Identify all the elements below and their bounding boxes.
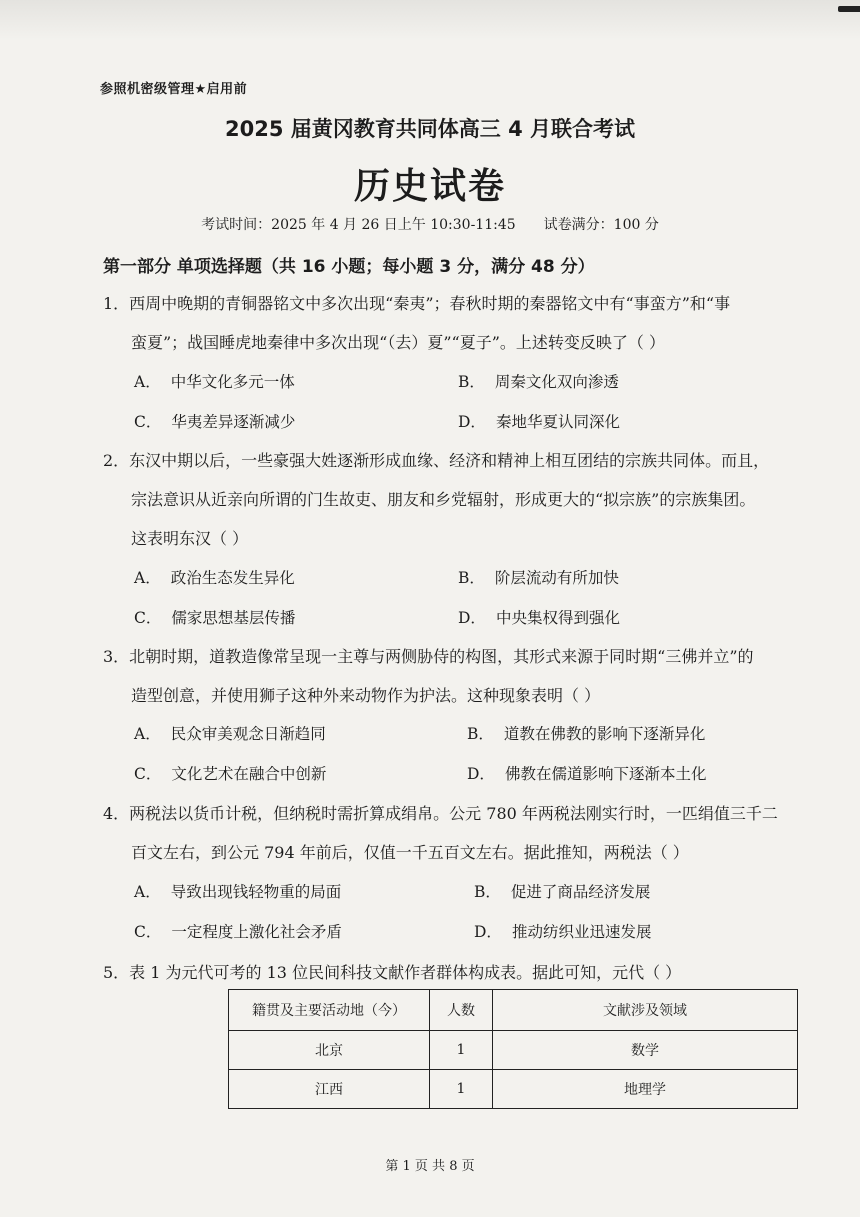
question-2-line-1: 2．东汉中期以后，一些豪强大姓逐渐形成血缘、经济和精神上相互团结的宗族共同体。而且， [103,451,770,470]
question-4-option-c[interactable]: C． 一定程度上激化社会矛盾 [134,923,342,941]
question-4-line-2: 百文左右，到公元 794 年前后，仅值一千五百文左右。据此推知，两税法（ ） [131,843,689,862]
question-2-line-2: 宗法意识从近亲向所谓的门生故吏、朋友和乡党辐射，形成更大的“拟宗族”的宗族集团。 [131,490,756,509]
question-2-option-d[interactable]: D． 中央集权得到强化 [458,609,620,627]
question-1-option-c[interactable]: C． 华夷差异逐渐减少 [134,413,296,431]
question-3-line-2: 造型创意，并使用狮子这种外来动物作为护法。这种现象表明（ ） [131,686,601,705]
table-cell: 数学 [493,1031,798,1070]
table-cell: 1 [430,1070,493,1109]
page-footer: 第 1 页 共 8 页 [385,1159,475,1174]
question-3-option-d[interactable]: D． 佛教在儒道影响下逐渐本土化 [467,765,707,783]
question-2-option-c[interactable]: C． 儒家思想基层传播 [134,609,296,627]
question-2-option-b[interactable]: B． 阶层流动有所加快 [458,569,619,587]
table-cell: 北京 [229,1031,430,1070]
question-4-option-d[interactable]: D． 推动纺织业迅速发展 [474,923,652,941]
question-4-option-a[interactable]: A． 导致出现钱轻物重的局面 [134,883,342,901]
question-1-option-b[interactable]: B． 周秦文化双向渗透 [458,373,619,391]
question-1-option-d[interactable]: D． 秦地华夏认同深化 [458,413,620,431]
full-score: 试卷满分：100 分 [543,217,659,233]
table-header-cell: 人数 [430,990,493,1031]
question-1-line-1: 1．西周中晚期的青铜器铭文中多次出现“秦夷”；春秋时期的秦器铭文中有“事蛮方”和“事 [103,294,731,313]
data-table [228,989,798,1109]
exam-title: 2025 届黄冈教育共同体高三 4 月联合考试 [225,117,635,141]
question-4-option-b[interactable]: B． 促进了商品经济发展 [474,883,651,901]
table-cell: 1 [430,1031,493,1070]
question-2-line-3: 这表明东汉（ ） [131,529,249,548]
question-1-option-a[interactable]: A． 中华文化多元一体 [134,373,295,391]
confidential-label: 参照机密级管理★启用前 [100,82,248,97]
exam-time: 考试时间：2025 年 4 月 26 日上午 10:30-11:45 [201,217,516,233]
exam-info [0,214,860,234]
table-header-cell: 籍贯及主要活动地（今） [229,990,430,1031]
table-header-cell: 文献涉及领域 [493,990,798,1031]
table-row [229,1031,798,1070]
question-3-option-a[interactable]: A． 民众审美观念日渐趋同 [134,725,326,743]
table-header-row [229,990,798,1031]
question-5-line-1: 5．表 1 为元代可考的 13 位民间科技文献作者群体构成表。据此可知，元代（ ） [103,963,682,982]
question-3-option-c[interactable]: C． 文化艺术在融合中创新 [134,765,327,783]
table-cell: 地理学 [493,1070,798,1109]
section-heading: 第一部分 单项选择题（共 16 小题；每小题 3 分，满分 48 分） [103,257,595,277]
table-row [229,1070,798,1109]
subject-title: 历史试卷 [353,166,506,207]
corner-mark [838,6,860,12]
question-2-option-a[interactable]: A． 政治生态发生异化 [134,569,295,587]
question-1-line-2: 蛮夏”；战国睡虎地秦律中多次出现“（去）夏”“夏子”。上述转变反映了（ ） [131,333,665,352]
table-cell: 江西 [229,1070,430,1109]
question-3-option-b[interactable]: B． 道教在佛教的影响下逐渐异化 [467,725,706,743]
question-3-line-1: 3．北朝时期，道教造像常呈现一主尊与两侧胁侍的构图，其形式来源于同时期“三佛并立”的 [103,647,754,666]
question-4-line-1: 4．两税法以货币计税，但纳税时需折算成绢帛。公元 780 年两税法刚实行时，一匹绢值三千二 [103,804,778,823]
